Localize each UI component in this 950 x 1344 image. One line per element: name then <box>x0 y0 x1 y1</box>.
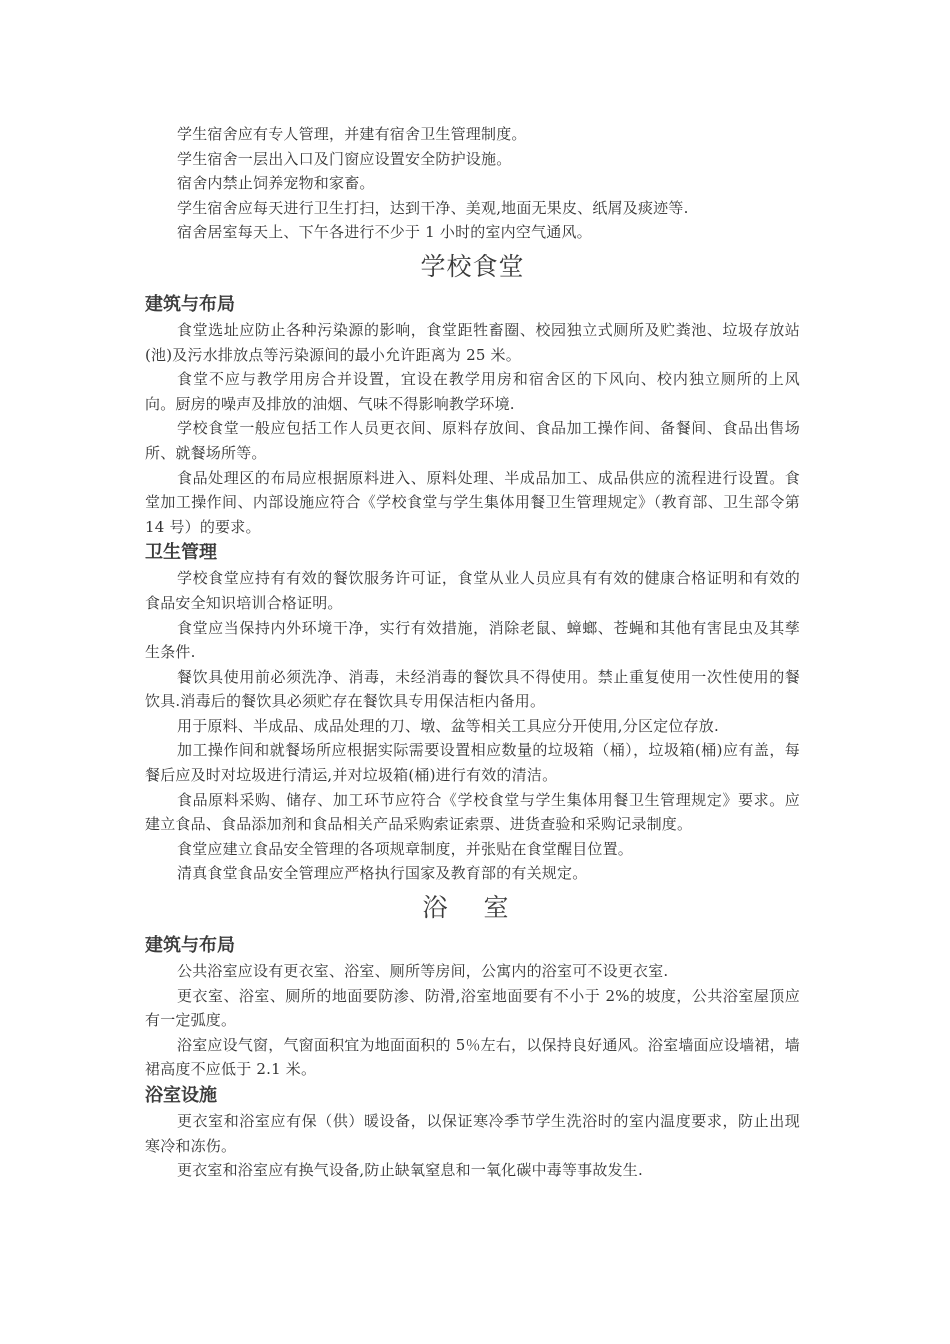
paragraph: 宿舍居室每天上、下午各进行不少于 1 小时的室内空气通风。 <box>177 223 592 242</box>
subheading-canteen-building: 建筑与布局 <box>145 293 235 315</box>
paragraph: 食堂选址应防止各种污染源的影响，食堂距牲畜圈、校园独立式厕所及贮粪池、垃圾存放站(池)及污水排放点等污染源间的最小允许距离为 25 米。 <box>145 320 800 364</box>
paragraph: 更衣室和浴室应有换气设备,防止缺氧窒息和一氧化碳中毒等事故发生. <box>177 1161 643 1180</box>
subheading-bathroom-building: 建筑与布局 <box>145 935 235 957</box>
paragraph: 食堂不应与教学用房合并设置，宜设在教学用房和宿舍区的下风向、校内独立厕所的上风向。厨房的噪声及排放的油烟、气味不得影响教学环境. <box>145 370 800 413</box>
paragraph: 学生宿舍一层出入口及门窗应设置安全防护设施。 <box>177 149 512 168</box>
bathroom-section <box>145 888 800 1183</box>
paragraph: 学校食堂一般应包括工作人员更衣间、原料存放间、食品加工操作间、备餐间、食品出售场所、就餐场所等。 <box>145 419 800 462</box>
paragraph: 学生宿舍应每天进行卫生打扫，达到干净、美观,地面无果皮、纸屑及痰迹等. <box>177 198 689 217</box>
paragraph: 清真食堂食品安全管理应严格执行国家及教育部的有关规定。 <box>177 864 588 883</box>
paragraph: 浴室应设气窗，气窗面积宜为地面面积的 5％左右，以保持良好通风。浴室墙面应设墙裙，墙裙高度不应低于 2.1 米。 <box>145 1035 800 1079</box>
paragraph: 食品处理区的布局应根据原料进入、原料处理、半成品加工、成品供应的流程进行设置。食堂加工操作间、内部设施应符合《学校食堂与学生集体用餐卫生管理规定》（教育部、卫生部令第 14 号）的要求。 <box>145 468 800 536</box>
paragraph: 公共浴室应设有更衣室、浴室、厕所等房间，公寓内的浴室可不设更衣室. <box>177 962 669 981</box>
paragraph: 食堂应当保持内外环境干净，实行有效措施，消除老鼠、蟑螂、苍蝇和其他有害昆虫及其孳生条件. <box>145 618 800 662</box>
section-title-bathroom: 浴 室 <box>422 893 523 923</box>
paragraph: 更衣室和浴室应有保（供）暖设备，以保证寒冷季节学生洗浴时的室内温度要求，防止出现寒冷和冻伤。 <box>145 1112 800 1155</box>
dorm-section <box>145 122 800 245</box>
paragraph: 用于原料、半成品、成品处理的刀、墩、盆等相关工具应分开使用,分区定位存放. <box>177 716 719 735</box>
subheading-bathroom-facilities: 浴室设施 <box>145 1085 217 1106</box>
paragraph: 更衣室、浴室、厕所的地面要防渗、防滑,浴室地面要有不小于 2%的坡度，公共浴室屋顶应有一定弧度。 <box>145 986 800 1030</box>
paragraph: 学校食堂应持有有效的餐饮服务许可证，食堂从业人员应具有有效的健康合格证明和有效的食品安全知识培训合格证明。 <box>145 569 800 612</box>
paragraph: 宿舍内禁止饲养宠物和家畜。 <box>177 174 375 193</box>
paragraph: 加工操作间和就餐场所应根据实际需要设置相应数量的垃圾箱（桶），垃圾箱(桶)应有盖，每餐后应及时对垃圾进行清运,并对垃圾箱(桶)进行有效的清洁。 <box>145 741 800 785</box>
paragraph: 食品原料采购、储存、加工环节应符合《学校食堂与学生集体用餐卫生管理规定》要求。应建立食品、食品添加剂和食品相关产品采购索证索票、进货查验和采购记录制度。 <box>145 790 800 834</box>
paragraph: 餐饮具使用前必须洗净、消毒，未经消毒的餐饮具不得使用。禁止重复使用一次性使用的餐饮具.消毒后的餐饮具必须贮存在餐饮具专用保洁柜内备用。 <box>145 667 800 711</box>
subheading-canteen-hygiene: 卫生管理 <box>145 542 217 564</box>
paragraph: 学生宿舍应有专人管理，并建有宿舍卫生管理制度。 <box>177 125 527 143</box>
canteen-section <box>145 247 800 886</box>
section-title-canteen: 学校食堂 <box>420 251 525 281</box>
document-body <box>145 122 800 1183</box>
paragraph: 食堂应建立食品安全管理的各项规章制度，并张贴在食堂醒目位置。 <box>177 839 634 858</box>
